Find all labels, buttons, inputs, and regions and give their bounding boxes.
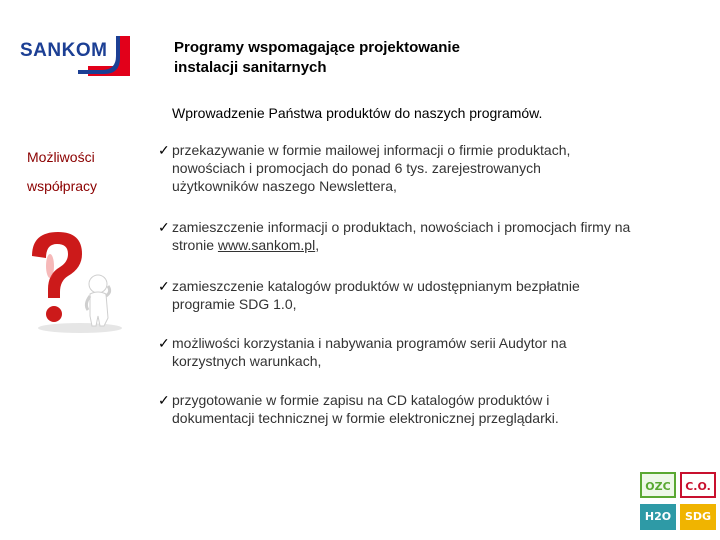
checkmark-icon: ✓ bbox=[158, 142, 170, 158]
checkmark-icon: ✓ bbox=[158, 335, 170, 351]
intro-text: Wprowadzenie Państwa produktów do naszych programów. bbox=[172, 105, 543, 121]
h2o-badge-icon: H2O bbox=[640, 504, 676, 530]
bullet-item-cd-catalogs bbox=[158, 391, 703, 427]
title-line-1: Programy wspomagające projektowanie bbox=[174, 39, 460, 56]
checkmark-icon: ✓ bbox=[158, 219, 170, 235]
bullet-line: przygotowanie w formie zapisu na CD katalogów produktów i bbox=[172, 392, 550, 408]
bullet-line: dokumentacji technicznej w formie elektronicznej przeglądarki. bbox=[172, 410, 559, 426]
bullet-line: przekazywanie w formie mailowej informacji o firmie produktach, bbox=[172, 142, 571, 158]
bullet-line: programie SDG 1.0, bbox=[172, 296, 297, 312]
page-title bbox=[174, 38, 594, 78]
co-badge-icon: C.O. bbox=[680, 472, 716, 498]
question-mark-figure-image bbox=[20, 226, 132, 336]
sdg-badge-icon: SDG bbox=[680, 504, 716, 530]
logo-text: SANKOM bbox=[20, 40, 108, 61]
bullet-line: zamieszczenie informacji o produktach, nowościach i promocjach firmy na bbox=[172, 219, 631, 235]
bullet-line: użytkowników naszego Newslettera, bbox=[172, 178, 397, 194]
bullet-line: zamieszczenie katalogów produktów w udostępnianym bezpłatnie bbox=[172, 278, 580, 294]
bullet-line: możliwości korzystania i nabywania programów serii Audytor na bbox=[172, 335, 567, 351]
bullet-item-catalogs-sdg bbox=[158, 277, 703, 313]
checkmark-icon: ✓ bbox=[158, 278, 170, 294]
bullet-item-newsletter bbox=[158, 141, 703, 195]
sankom-logo bbox=[18, 36, 130, 86]
bullet-item-website bbox=[158, 218, 703, 254]
side-heading-line-2: współpracy bbox=[27, 178, 98, 194]
bullet-item-audytor bbox=[158, 334, 703, 370]
program-badges bbox=[638, 470, 718, 532]
side-heading-line-1: Możliwości bbox=[27, 149, 95, 165]
ozc-badge-icon: OZC bbox=[640, 472, 676, 498]
checkmark-icon: ✓ bbox=[158, 392, 170, 408]
bullet-line: korzystnych warunkach, bbox=[172, 353, 322, 369]
bullet-line-suffix: , bbox=[315, 237, 320, 253]
sankom-website-link[interactable]: www.sankom.pl bbox=[217, 237, 316, 253]
bullet-line bbox=[172, 236, 703, 254]
title-line-2: instalacji sanitarnych bbox=[174, 59, 327, 76]
bullet-line: nowościach i promocjach do ponad 6 tys. zarejestrowanych bbox=[172, 160, 541, 176]
bullet-line-prefix: stronie bbox=[172, 237, 218, 253]
